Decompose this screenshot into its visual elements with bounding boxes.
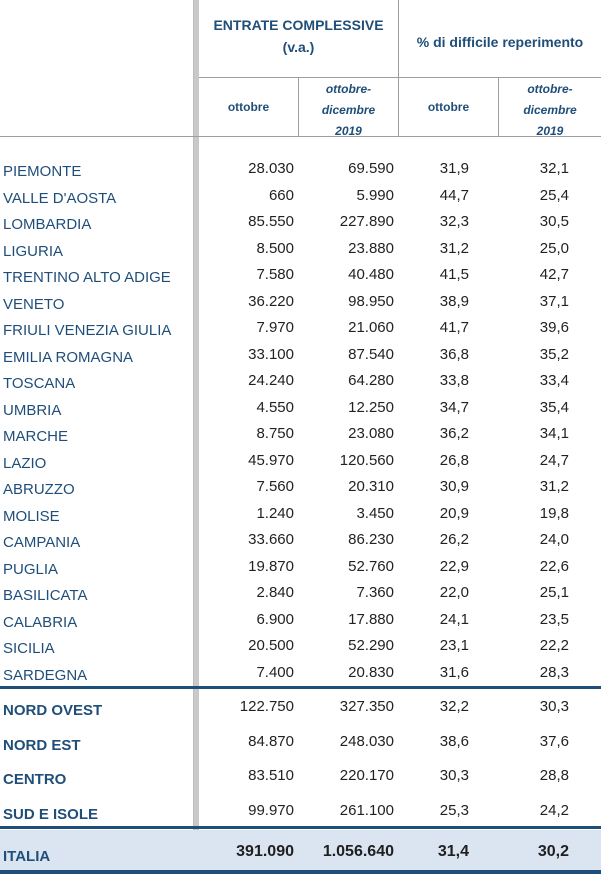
- cell-p1: 20,9: [439, 504, 469, 522]
- row-label: CALABRIA: [3, 613, 78, 631]
- row-label: SUD E ISOLE: [3, 805, 99, 823]
- cell-p2: 39,6: [539, 319, 569, 336]
- table-row: [0, 318, 601, 345]
- cell-p1: 24,1: [439, 610, 469, 628]
- cell-v2: 261.100: [339, 801, 394, 819]
- cell-p2: 22,2: [539, 637, 569, 654]
- cell-v2: 98.950: [348, 292, 394, 310]
- row-label: PIEMONTE: [3, 163, 82, 180]
- row-label: LAZIO: [3, 454, 47, 472]
- cell-v1: 7.560: [256, 478, 294, 495]
- row-label: NORD EST: [3, 736, 81, 754]
- header-divider: [199, 77, 601, 78]
- bottom-border: [0, 870, 601, 874]
- cell-v2: 120.560: [339, 451, 394, 469]
- table-row: [0, 186, 601, 213]
- total-p1: 31,4: [437, 843, 469, 860]
- cell-v1: 99.970: [248, 801, 294, 819]
- header-entrate-line1: ENTRATE COMPLESSIVE: [213, 17, 384, 33]
- total-label: ITALIA: [3, 848, 51, 865]
- table-row: [0, 610, 601, 637]
- table-row: [0, 292, 601, 319]
- cell-p2: 37,1: [539, 292, 569, 310]
- cell-v1: 84.870: [248, 732, 294, 750]
- header-sub-ottobre: ottobre: [227, 100, 270, 114]
- cell-v2: 86.230: [348, 531, 394, 548]
- header-sub-period-pct-l1: ottobre-: [527, 82, 573, 96]
- cell-v2: 52.290: [348, 637, 394, 654]
- cell-v2: 87.540: [348, 345, 394, 363]
- row-label: PUGLIA: [3, 560, 59, 578]
- table-row: [0, 557, 601, 584]
- cell-v1: 8.500: [256, 239, 294, 257]
- cell-p2: 19,8: [539, 504, 569, 522]
- cell-v1: 19.870: [248, 557, 294, 575]
- cell-p1: 22,0: [439, 584, 469, 601]
- cell-v2: 248.030: [339, 732, 394, 750]
- cell-p2: 35,2: [539, 345, 569, 363]
- table-row: [0, 159, 601, 186]
- header-sub-ottobre-pct: ottobre: [427, 100, 470, 114]
- cell-v1: 24.240: [248, 372, 294, 389]
- cell-p2: 23,5: [539, 610, 569, 628]
- cell-p1: 31,6: [439, 663, 469, 681]
- row-label: SICILIA: [3, 640, 55, 657]
- table-row: [0, 398, 601, 425]
- cell-v1: 85.550: [248, 213, 294, 230]
- row-label: BASILICATA: [3, 587, 88, 604]
- row-label: NORD OVEST: [3, 702, 103, 719]
- row-label: FRIULI VENEZIA GIULIA: [3, 322, 172, 339]
- cell-p1: 31,9: [439, 160, 469, 177]
- cell-v1: 83.510: [248, 767, 294, 784]
- cell-v1: 33.660: [248, 531, 294, 548]
- row-label: TRENTINO ALTO ADIGE: [3, 269, 171, 286]
- cell-v2: 7.360: [356, 584, 394, 601]
- cell-v1: 7.400: [256, 663, 294, 681]
- cell-p1: 38,6: [439, 732, 469, 750]
- table-row: [0, 212, 601, 239]
- total-v2: 1.056.640: [322, 843, 394, 860]
- cell-p2: 42,7: [539, 266, 569, 283]
- header-sub-period-pct-l3: 2019: [536, 124, 564, 138]
- header-sub-period-pct-l2: dicembre: [523, 103, 577, 117]
- table-row: [0, 239, 601, 266]
- cell-p1: 32,3: [439, 213, 469, 230]
- row-label: VALLE D'AOSTA: [3, 189, 117, 207]
- header-sub-period-pct: [499, 79, 601, 142]
- cell-p2: 28,8: [539, 767, 569, 784]
- cell-p2: 25,0: [539, 239, 569, 257]
- cell-v1: 33.100: [248, 345, 294, 363]
- table-row: [0, 424, 601, 451]
- cell-p1: 34,7: [439, 398, 469, 416]
- header-entrate-line2: (v.a.): [282, 39, 315, 55]
- table-row: [0, 636, 601, 663]
- table-row: [0, 504, 601, 531]
- cell-p1: 41,5: [439, 266, 469, 283]
- header-sub-period-l3: 2019: [335, 124, 362, 138]
- cell-p2: 32,1: [539, 160, 569, 177]
- row-label: SARDEGNA: [3, 666, 88, 684]
- cell-v2: 327.350: [339, 698, 394, 715]
- cell-v1: 8.750: [256, 425, 294, 442]
- row-label: LIGURIA: [3, 242, 64, 260]
- row-label: CAMPANIA: [3, 534, 81, 551]
- cell-p1: 38,9: [439, 292, 469, 310]
- row-label: CENTRO: [3, 771, 67, 788]
- cell-p2: 24,7: [539, 451, 569, 469]
- row-label: EMILIA ROMAGNA: [3, 348, 134, 366]
- cell-p1: 36,8: [439, 345, 469, 363]
- cell-p1: 30,3: [439, 767, 469, 784]
- cell-v1: 7.580: [256, 266, 294, 283]
- row-label: VENETO: [3, 295, 65, 313]
- header-sub-period-l1: ottobre-: [325, 82, 372, 96]
- table-row: [0, 371, 601, 398]
- section-separator: [0, 826, 601, 829]
- cell-v2: 17.880: [348, 610, 394, 628]
- cell-p2: 25,4: [539, 186, 569, 204]
- header-sub-period: [299, 79, 398, 142]
- cell-p2: 25,1: [539, 584, 569, 601]
- cell-p2: 37,6: [539, 732, 569, 750]
- table-row: [0, 793, 601, 828]
- cell-v1: 36.220: [248, 292, 294, 310]
- table-row: [0, 724, 601, 759]
- cell-v2: 227.890: [339, 213, 394, 230]
- cell-v1: 4.550: [256, 398, 294, 416]
- cell-v1: 45.970: [248, 451, 294, 469]
- cell-p2: 30,5: [539, 213, 569, 230]
- table-row: [0, 451, 601, 478]
- header-pct: % di difficile reperimento: [416, 34, 584, 50]
- table-row: [0, 583, 601, 610]
- cell-p2: 22,6: [539, 557, 569, 575]
- cell-p2: 33,4: [539, 372, 569, 389]
- cell-v1: 2.840: [256, 584, 294, 601]
- cell-v2: 64.280: [348, 372, 394, 389]
- cell-v1: 122.750: [239, 698, 294, 715]
- cell-v2: 220.170: [339, 767, 394, 784]
- total-v1: 391.090: [236, 843, 294, 860]
- area-rows: [0, 689, 601, 827]
- column-divider: [398, 0, 399, 136]
- cell-p2: 34,1: [539, 425, 569, 442]
- cell-p1: 31,2: [439, 239, 469, 257]
- row-label: MOLISE: [3, 507, 60, 525]
- region-rows: [0, 159, 601, 689]
- cell-v2: 20.310: [348, 478, 394, 495]
- cell-p2: 30,3: [539, 698, 569, 715]
- cell-p1: 30,9: [439, 478, 469, 495]
- cell-p2: 31,2: [539, 478, 569, 495]
- cell-v2: 69.590: [348, 160, 394, 177]
- cell-v2: 23.880: [348, 239, 394, 257]
- cell-v1: 6.900: [256, 610, 294, 628]
- cell-p1: 36,2: [439, 425, 469, 442]
- cell-v2: 12.250: [348, 398, 394, 416]
- cell-v2: 5.990: [356, 186, 394, 204]
- cell-p1: 26,8: [439, 451, 469, 469]
- row-label: ABRUZZO: [3, 481, 75, 498]
- table-row: [0, 689, 601, 724]
- row-label: TOSCANA: [3, 375, 76, 392]
- header-sub-period-l2: dicembre: [321, 103, 376, 117]
- cell-v1: 28.030: [248, 160, 294, 177]
- cell-p2: 24,0: [539, 531, 569, 548]
- cell-v1: 1.240: [256, 504, 294, 522]
- total-p2: 30,2: [537, 843, 569, 860]
- cell-p1: 32,2: [439, 698, 469, 715]
- cell-p1: 26,2: [439, 531, 469, 548]
- cell-v2: 21.060: [348, 319, 394, 336]
- cell-v2: 3.450: [356, 504, 394, 522]
- cell-v2: 52.760: [348, 557, 394, 575]
- cell-p2: 35,4: [539, 398, 569, 416]
- cell-p2: 28,3: [539, 663, 569, 681]
- row-label: MARCHE: [3, 428, 69, 445]
- row-label: LOMBARDIA: [3, 216, 92, 233]
- row-label: UMBRIA: [3, 401, 62, 419]
- cell-v2: 40.480: [348, 266, 394, 283]
- cell-p1: 22,9: [439, 557, 469, 575]
- table-row: [0, 758, 601, 793]
- cell-p1: 33,8: [439, 372, 469, 389]
- total-row: [0, 830, 601, 870]
- cell-p1: 44,7: [439, 186, 469, 204]
- cell-p1: 25,3: [439, 801, 469, 819]
- cell-v1: 20.500: [248, 637, 294, 654]
- cell-v1: 7.970: [256, 319, 294, 336]
- cell-p1: 23,1: [439, 637, 469, 654]
- cell-v1: 660: [268, 186, 294, 204]
- cell-v2: 20.830: [348, 663, 394, 681]
- table-row: [0, 265, 601, 292]
- table-row: [0, 530, 601, 557]
- header-entrate: [199, 14, 398, 58]
- cell-v2: 23.080: [348, 425, 394, 442]
- table-row: [0, 477, 601, 504]
- cell-p2: 24,2: [539, 801, 569, 819]
- table-row: [0, 345, 601, 372]
- cell-p1: 41,7: [439, 319, 469, 336]
